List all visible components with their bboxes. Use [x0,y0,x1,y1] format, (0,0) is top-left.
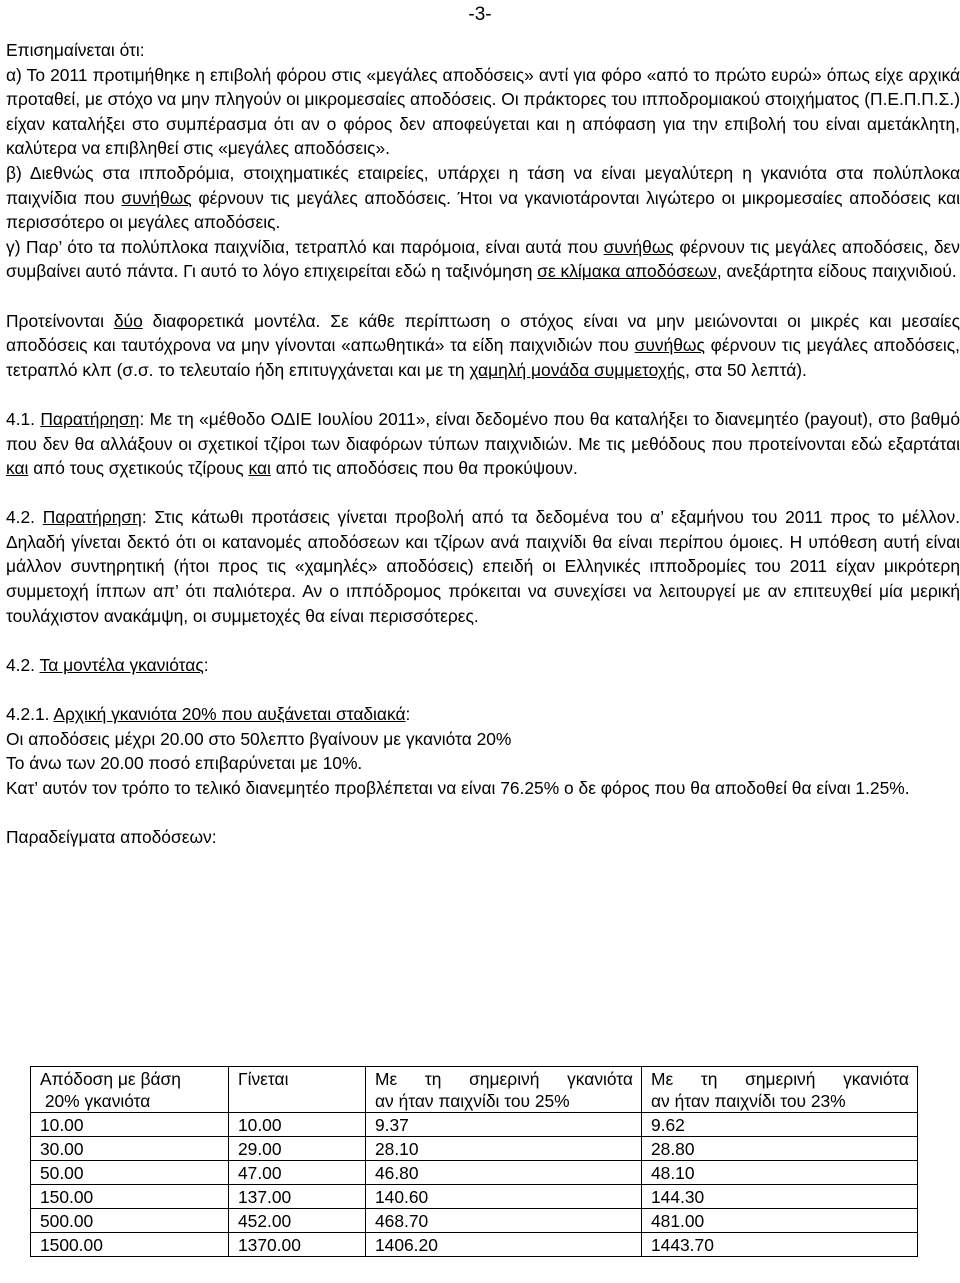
models-underlined-2: συνήθως [634,335,705,356]
para-c-text-1: γ) Παρ’ ότο τα πολύπλοκα παιχνίδια, τετραπλό και παρόμοια, είναι αυτά που [6,236,604,257]
rule-line-3: Κατ’ αυτόν τον τρόπο το τελικό διανεμητέο προβλέπεται να είναι 76.25% ο δε φόρος που θα αποδοθεί θα είναι 1.25%. [6,777,910,798]
rule-line-1: Οι αποδόσεις μέχρι 20.00 στο 50λεπτο βγαίνουν με γκανιότα 20% [6,728,512,749]
header-cell: Με τη σημερινή γκανιότα αν ήταν παιχνίδι του 23% [642,1067,918,1113]
para-c-text-3: , ανεξάρτητα είδους παιχνιδιού. [716,261,957,282]
section-4-1-text-1: : Με τη «μέθοδο ΟΔΙΕ Ιουλίου 2011», είναι δεδομένο που θα καταλήξει το διανεμητέο (payout), στο βαθμό που δεν θα αλλάξουν οι σχετικοί τζίροι των διαφόρων τύπων παιχνιδιών. Με τις μεθόδους που προτείνονται εδώ εξαρτάται [6,408,960,454]
models-underlined-1: δύο [113,310,143,331]
table-cell: 137.00 [229,1185,366,1209]
table-cell: 9.62 [642,1113,918,1137]
table-cell: 1406.20 [366,1233,642,1257]
paragraph-a: α) Το 2011 προτιμήθηκε η επιβολή φόρου στις «μεγάλες αποδόσεις» αντί για φόρο «από το πρώτο ευρώ» όπως είχε αρχικά προταθεί, με στόχο να μην πληγούν οι μικρομεσαίες αποδόσεις. Οι πράκτορες του ιπποδρομιακού στοιχήματος (Π.Ε.Π.Π.Σ.) είχαν καταλήξει στο συμπέρασμα ότι αν ο φόρος δεν αποφεύγεται και η απόφαση για την επιβολή του είναι αμετάκλητη, καλύτερα να επιβληθεί στις «μεγάλες αποδόσεις». [6,64,960,159]
table-cell: 10.00 [31,1113,229,1137]
header-cell: Απόδοση με βάση 20% γκανιότα [31,1067,229,1113]
table-row [31,1209,918,1233]
rule-line-2: Το άνω των 20.00 ποσό επιβαρύνεται με 10%. [6,753,363,774]
models-section-heading: Τα μοντέλα γκανιότας [39,654,204,675]
page-number: -3- [468,4,492,25]
models-section-number: 4.2. [6,654,40,675]
section-4-2 [6,505,960,628]
para-b-underlined: συνήθως [121,187,192,208]
table-row [31,1233,918,1257]
paragraph-b [6,161,960,235]
table-cell: 468.70 [366,1209,642,1233]
section-4-1-text-3: από τις αποδόσεις που θα προκύψουν. [270,458,578,479]
table-cell: 30.00 [31,1137,229,1161]
table-cell: 28.80 [642,1137,918,1161]
models-text-1: Προτείνονται [6,310,114,331]
section-4-2-number: 4.2. [6,507,43,528]
models-paragraph [6,309,960,383]
table-cell: 144.30 [642,1185,918,1209]
table-cell: 46.80 [366,1161,642,1185]
section-4-1-text-2: από τους σχετικούς τζίρους [28,458,249,479]
section-4-1-heading: Παρατήρηση [40,408,140,429]
table-row [31,1113,918,1137]
examples-table [30,1066,918,1257]
table-cell: 1370.00 [229,1233,366,1257]
section-4-2-models [6,653,960,678]
section-4-2-1-number: 4.2.1. [6,704,54,725]
section-4-2-text: : Στις κάτωθι προτάσεις γίνεται προβολή από τα δεδομένα του α’ εξαμήνου του 2011 προς το μέλλον. Δηλαδή γίνεται δεκτό ότι οι κατανομές αποδόσεων και τζίρων ανά παιχνίδι θα είναι περίπου όμοιες. Η υπόθεση αυτή είναι μάλλον συντηρητική (ήτοι προς τις «χαμηλές» αποδόσεις) επειδή οι Ελληνικές ιπποδρομίες του 2011 είχαν μικρότερη συμμετοχή ίππων απ’ ότι παλιότερα. Αν ο ιππόδρομος πρόκειται να συνεχίσει να λειτουργεί με αν επιτευχθεί μία μερική τουλάχιστον ανακάμψη, οι συμμετοχές θα είναι περισσότερες. [6,507,960,626]
para-c-text-2: φέρνουν τις μεγάλες αποδόσεις, δεν συμβαίνει αυτό πάντα. Γι αυτό το λόγο επιχειρείται εδώ η ταξινόμηση [6,236,960,282]
table-cell: 1500.00 [31,1233,229,1257]
document-body [6,38,960,850]
section-4-2-1-colon: : [405,704,411,725]
table-cell: 481.00 [642,1209,918,1233]
para-c-underlined-2: σε κλίμακα αποδόσεων [537,261,717,282]
intro-line [6,38,960,63]
table-cell: 452.00 [229,1209,366,1233]
table-cell: 29.00 [229,1137,366,1161]
table-header-row [31,1067,918,1113]
table-row [31,1185,918,1209]
section-4-2-heading: Παρατήρηση [42,507,142,528]
models-text-3: φέρνουν τις μεγάλες αποδόσεις, τετραπλό κλπ (σ.σ. το τελευταίο ήδη επιτυγχάνεται και με τη [6,335,960,380]
models-text-2: διαφορετικά μοντέλα. Σε κάθε περίπτωση ο στόχος είναι να μην μειώνονται οι μικρές και μεσαίες αποδόσεις και ταυτόχρονα να μην γίνονται «απωθητικά» τα είδη παιχνιδιών που [6,310,960,356]
section-4-2-1 [6,702,960,727]
models-section-colon: : [203,654,209,675]
table-cell: 1443.70 [642,1233,918,1257]
header-cell: Με τη σημερινή γκανιότα αν ήταν παιχνίδι του 25% [366,1067,642,1113]
table-row [31,1161,918,1185]
section-4-1-underlined-2: και [6,458,29,479]
table-cell: 9.37 [366,1113,642,1137]
para-b-text-1: β) Διεθνώς στα ιπποδρόμια, στοιχηματικές εταιρείες, υπάρχει η τάση να είναι μεγαλύτερη η γκανιότα στα πολύπλοκα παιχνίδια που [6,162,960,208]
paragraph-c [6,235,960,284]
section-4-2-1-heading: Αρχική γκανιότα 20% που αυξάνεται σταδιακά [53,704,406,725]
section-4-1-number: 4.1. [6,408,41,429]
section-4-1 [6,407,960,481]
table-cell: 10.00 [229,1113,366,1137]
table-cell: 47.00 [229,1161,366,1185]
models-underlined-3: χαμηλή μονάδα συμμετοχής [469,359,686,380]
examples-title: Παραδείγματα αποδόσεων: [6,827,217,847]
table-cell: 500.00 [31,1209,229,1233]
table-cell: 140.60 [366,1185,642,1209]
header-cell: Γίνεται [229,1067,366,1113]
section-4-1-underlined-3: και [248,458,271,479]
table-cell: 28.10 [366,1137,642,1161]
models-text-4: , στα 50 λεπτά). [685,359,807,380]
para-b-text-2: φέρνουν τις μεγάλες αποδόσεις. Ήτοι να γκανιοτάρονται λιγώτερο οι μικρομεσαίες αποδόσεις και περισσότερο οι μεγάλες αποδόσεις. [6,187,960,233]
table-cell: 48.10 [642,1161,918,1185]
intro-text: Επισημαίνεται ότι: [6,40,145,60]
table-row [31,1137,918,1161]
table-cell: 150.00 [31,1185,229,1209]
table-cell: 50.00 [31,1161,229,1185]
para-c-underlined-1: συνήθως [603,236,674,257]
